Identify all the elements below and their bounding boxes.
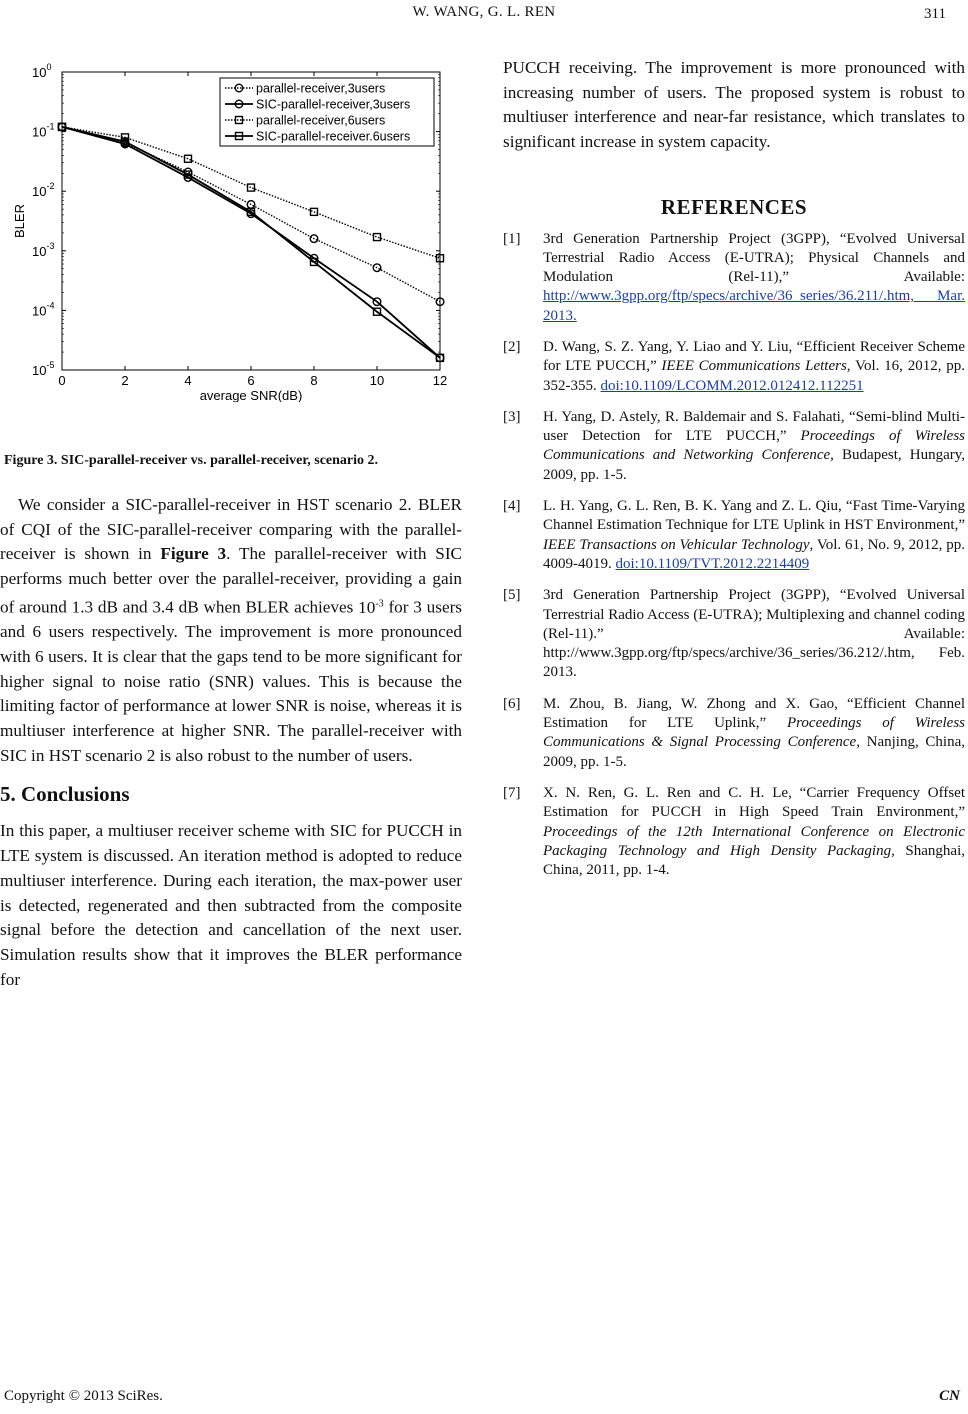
x-tick-label: 4 — [184, 373, 192, 388]
x-tick-label: 6 — [247, 373, 255, 388]
legend-label: SIC-parallel-receiver.6users — [256, 129, 411, 144]
x-tick-label: 10 — [369, 373, 385, 388]
x-tick-label: 12 — [432, 373, 448, 388]
left-column — [0, 493, 462, 992]
conclusions-paragraph: In this paper, a multiuser receiver scheme with SIC for PUCCH in LTE system is discussed. An iteration method is adopted to reduce multiuser interference. During each iteration, the max-power user is detected, regenerated and then subtracted from the composite signal before the detection and cancellation of the next user. Simulation results show that it improves the BLER performance for — [0, 821, 462, 989]
reference-link[interactable]: doi:10.1109/LCOMM.2012.012412.112251 — [600, 377, 864, 394]
references-list — [503, 230, 965, 881]
legend-label: SIC-parallel-receiver,3users — [256, 97, 411, 112]
page-header — [0, 4, 968, 26]
bler-threshold: $10^{-3}$ — [358, 597, 384, 617]
bler-chart — [0, 52, 480, 402]
reference-item: [5] 3rd Generation Partnership Project (3GPP), “Evolved Universal Terrestrial Radio Access (E-UTRA); Multiplexing and channel coding (Rel-11).” Available: http://www.3gpp.org/ftp/specs/archive/36_series/36.212/.htm, Feb. 2013. — [503, 587, 965, 681]
y-tick-label: $10^{-1}$ — [32, 121, 55, 140]
reference-item: [7] X. N. Ren, G. L. Ren and C. H. Le, “Carrier Frequency Offset Estimation for PUCCH in High Speed Train Environment,” Proceedings of the 12th International Conference on Electronic Packaging Technology and High Density Packaging, Shanghai, China, 2011, pp. 1-4. — [503, 784, 966, 879]
reference-item: [1] 3rd Generation Partnership Project (3GPP), “Evolved Universal Terrestrial Radio Access (E-UTRA); Physical Channels and Modulation (Rel-11),” Available: http://www.3gpp.org/ftp/specs/archive/36_series/36.211/.htm, Mar. 2013. — [503, 230, 965, 324]
figure-caption: Figure 3. SIC-parallel-receiver vs. parallel-receiver, scenario 2. — [4, 453, 379, 468]
y-tick-label: $10^{-3}$ — [32, 240, 55, 259]
references-title: REFERENCES — [660, 194, 808, 219]
reference-item: [6] M. Zhou, B. Jiang, W. Zhong and X. Gao, “Efficient Channel Estimation for LTE Uplink,” Proceedings of Wireless Communications & Signal Processing Conference, Nanjing, China, 2009, pp. 1-5. — [503, 695, 966, 770]
y-tick-label: $10^{-4}$ — [32, 300, 55, 319]
legend-label: parallel-receiver,6users — [256, 113, 386, 128]
right-column — [503, 56, 965, 892]
copyright: Copyright © 2013 SciRes. — [4, 1388, 163, 1404]
x-tick-label: 8 — [310, 373, 318, 388]
figure-reference: Figure 3 — [160, 544, 227, 564]
section-title: 5. Conclusions — [0, 782, 130, 807]
results-paragraph: We consider a SIC-parallel-receiver in HST scenario 2. BLER of CQI of the SIC-parallel-receiver comparing with the parallel-receiver is shown in Figure 3. The parallel-receiver with SIC performs much better over the parallel-receiver, providing a gain of around 1.3 dB and 3.4 dB when BLER achieves $10^{-3}$ for 3 users and 6 users respectively. The improvement is more pronounced with 6 users. It is clear that the gaps tend to be more significant for higher signal to noise ratio (SNR) values. This is because the limiting factor of performance at lower SNR is noise, whereas it is multiuser interference at higher SNR. The parallel-receiver with SIC in HST scenario 2 is also robust to the number of users. — [0, 495, 463, 765]
legend-label: parallel-receiver,3users — [256, 81, 386, 96]
x-axis-label: average SNR(dB) — [199, 388, 303, 402]
page-number: 311 — [924, 6, 946, 22]
page-footer — [0, 1388, 968, 1408]
reference-item: [3] H. Yang, D. Astely, R. Baldemair and S. Falahati, “Semi-blind Multi-user Detection for LTE PUCCH,” Proceedings of Wireless Communications and Networking Conference, Budapest, Hungary, 2009, pp. 1-5. — [503, 408, 966, 483]
x-tick-label: 2 — [121, 373, 129, 388]
y-axis-label: BLER — [12, 204, 27, 238]
reference-link[interactable]: http://www.3gpp.org/ftp/specs/archive/36_series/36.211/.htm, Mar. 2013. — [543, 288, 965, 324]
running-head-authors: W. WANG, G. L. REN — [412, 4, 556, 20]
y-tick-label: $10^{-5}$ — [32, 360, 55, 378]
reference-item: [4] L. H. Yang, G. L. Ren, B. K. Yang and Z. L. Qiu, “Fast Time-Varying Channel Estimation Technique for LTE Uplink in HST Environment,” IEEE Transactions on Vehicular Technology, Vol. 61, No. 9, 2012, pp. 4009-4019. doi:10.1109/TVT.2012.2214409 — [503, 498, 965, 572]
reference-link[interactable]: doi:10.1109/TVT.2012.2214409 — [615, 555, 810, 572]
y-tick-label: $10^0$ — [32, 62, 52, 80]
journal-abbrev: CN — [939, 1388, 960, 1404]
y-tick-label: $10^{-2}$ — [32, 181, 55, 200]
continued-paragraph: PUCCH receiving. The improvement is more pronounced with increasing number of users. The proposed system is robust to multiuser interference and near-far resistance, which translates to significant increase in system capacity. — [503, 58, 965, 152]
reference-item: [2] D. Wang, S. Z. Yang, Y. Liao and Y. Liu, “Efficient Receiver Scheme for LTE PUCCH,” IEEE Communications Letters, Vol. 16, 2012, pp. 352-355. doi:10.1109/LCOMM.2012.012412.112251 — [503, 339, 965, 394]
x-tick-label: 0 — [58, 373, 66, 388]
